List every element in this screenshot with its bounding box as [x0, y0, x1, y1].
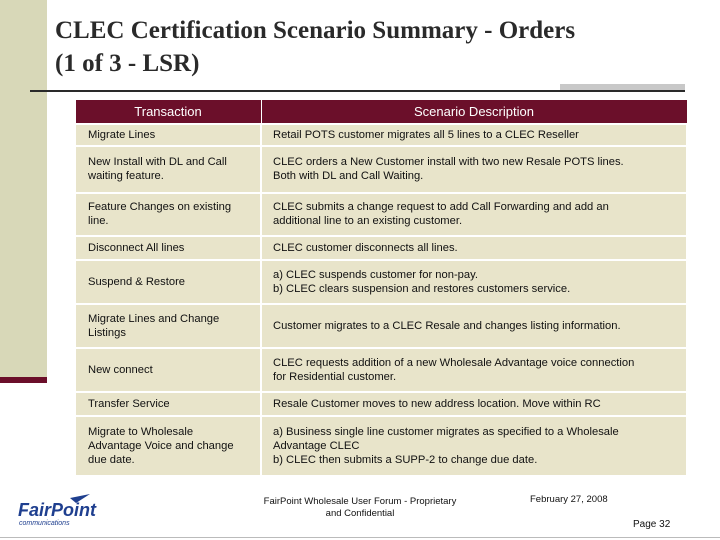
table-row	[75, 146, 687, 193]
left-strip-accent-bar	[0, 377, 47, 383]
slide-title	[55, 14, 705, 80]
bottom-rule	[0, 537, 720, 538]
table-row	[75, 124, 687, 146]
logo-brand-text: FairPoint	[18, 500, 97, 520]
logo-sub-text: communications	[19, 520, 70, 527]
transaction-cell: New Install with DL and Call waiting feature.	[75, 146, 261, 193]
left-decorative-strip	[0, 0, 47, 383]
header-scenario-description: Scenario Description	[261, 100, 687, 124]
scenario-table	[74, 99, 688, 477]
header-transaction: Transaction	[75, 100, 261, 124]
table-row	[75, 304, 687, 348]
description-cell: Resale Customer moves to new address location. Move within RC	[261, 392, 687, 416]
footer-confidentiality	[250, 496, 470, 520]
description-cell: CLEC requests addition of a new Wholesale Advantage voice connection for Residential customer.	[261, 348, 687, 392]
description-cell: CLEC customer disconnects all lines.	[261, 236, 687, 260]
table-row	[75, 348, 687, 392]
table-row	[75, 193, 687, 236]
table-row	[75, 260, 687, 304]
page-number: Page 32	[633, 519, 671, 530]
title-underline	[30, 90, 685, 92]
fairpoint-logo-icon	[16, 494, 106, 528]
transaction-cell: Suspend & Restore	[75, 260, 261, 304]
description-cell: Customer migrates to a CLEC Resale and changes listing information.	[261, 304, 687, 348]
transaction-cell: Migrate to Wholesale Advantage Voice and change due date.	[75, 416, 261, 476]
description-cell: a) CLEC suspends customer for non-pay. b) CLEC clears suspension and restores customers service.	[261, 260, 687, 304]
description-cell: CLEC orders a New Customer install with two new Resale POTS lines. Both with DL and Call Waiting.	[261, 146, 687, 193]
transaction-cell: Migrate Lines and Change Listings	[75, 304, 261, 348]
slide-title-line-2: (1 of 3 - LSR)	[55, 50, 200, 77]
description-cell: CLEC submits a change request to add Call Forwarding and add an additional line to an existing customer.	[261, 193, 687, 236]
footer-center-line-1: FairPoint Wholesale User Forum - Proprietary	[263, 496, 457, 507]
table-row	[75, 236, 687, 260]
footer-center-line-2: and Confidential	[325, 508, 395, 519]
description-cell: a) Business single line customer migrates as specified to a Wholesale Advantage CLEC b) CLEC then submits a SUPP-2 to change due date.	[261, 416, 687, 476]
transaction-cell: Migrate Lines	[75, 124, 261, 146]
description-cell: Retail POTS customer migrates all 5 lines to a CLEC Reseller	[261, 124, 687, 146]
slide-title-line-1: CLEC Certification Scenario Summary - Orders	[55, 17, 576, 44]
transaction-cell: Feature Changes on existing line.	[75, 193, 261, 236]
footer-date: February 27, 2008	[530, 494, 608, 505]
scenario-table-container	[74, 99, 686, 477]
table-row	[75, 416, 687, 476]
transaction-cell: Transfer Service	[75, 392, 261, 416]
table-header-row	[75, 100, 687, 124]
transaction-cell: Disconnect All lines	[75, 236, 261, 260]
transaction-cell: New connect	[75, 348, 261, 392]
table-row	[75, 392, 687, 416]
